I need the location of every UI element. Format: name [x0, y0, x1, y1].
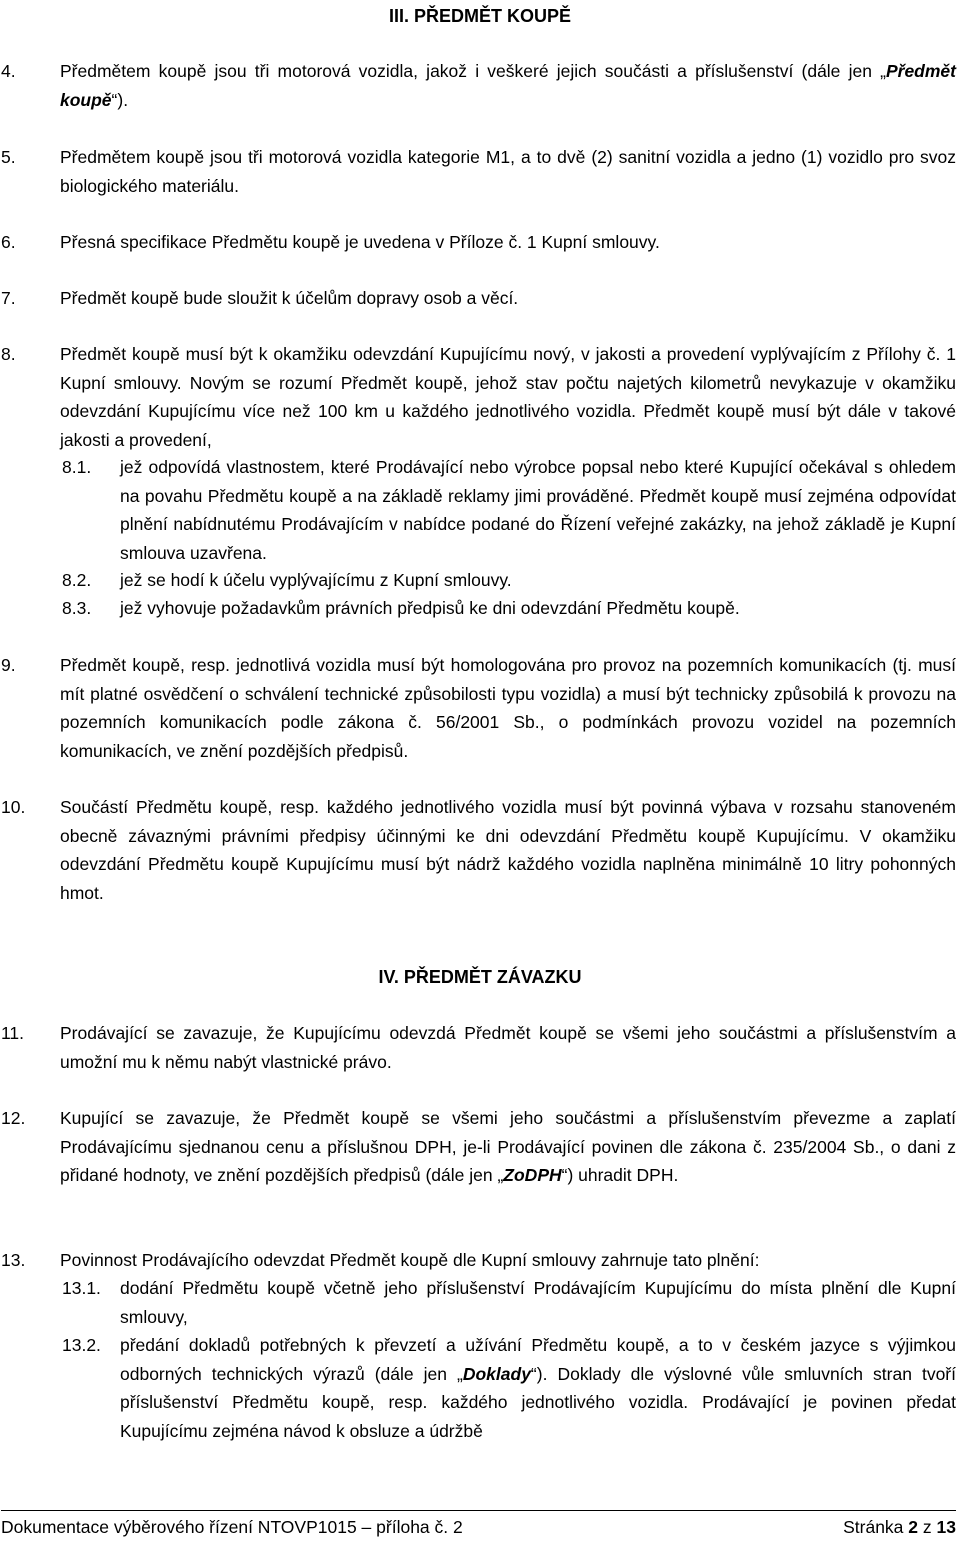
paragraph-number: 13.2.: [62, 1335, 101, 1355]
footer-page-number: Stránka 2 z 13: [843, 1517, 956, 1537]
paragraph-4: [0, 57, 956, 114]
paragraph-text: Předmět koupě, resp. jednotlivá vozidla musí být homologována pro provoz na pozemních komunikacích (tj. musí mít platné osvědčení o schválení technické způsobilosti typu vozidla) a musí být technicky způsobilá k provozu na pozemních komunikacích podle zákona č. 56/2001 Sb., o podmínkách provozu vozidel na pozemních komunikacích, ve znění pozdějších předpisů.: [60, 655, 956, 761]
section-heading-iii: III. PŘEDMĚT KOUPĚ: [388, 6, 572, 26]
paragraph-number: 8.3.: [62, 598, 92, 618]
paragraph-number: 6.: [1, 232, 16, 252]
paragraph-text: dodání Předmětu koupě včetně jeho příslušenství Prodávajícím Kupujícímu do místa plnění dle Kupní smlouvy,: [120, 1278, 956, 1327]
paragraph-text: Předmět koupě bude sloužit k účelům dopravy osob a věcí.: [60, 288, 519, 308]
paragraph-text: jež vyhovuje požadavkům právních předpisů ke dni odevzdání Předmětu koupě.: [120, 598, 740, 618]
paragraph-5: [0, 143, 956, 200]
paragraph-number: 9.: [1, 655, 16, 675]
paragraph-number: 13.1.: [62, 1278, 101, 1298]
paragraph-11: [0, 1019, 956, 1076]
paragraph-text: jež odpovídá vlastnostem, které Prodávající nebo výrobce popsal nebo které Kupující očekával s ohledem na povahu Předmětu koupě a na základě reklamy jimi prováděné. Předmět koupě musí zejména odpovídat plnění nabídnutému Prodávajícím v nabídce podané do Řízení veřejné zakázky, na jehož základě je Kupní smlouva uzavřena.: [120, 457, 956, 563]
paragraph-8-1: [0, 453, 956, 567]
paragraph-12: [0, 1104, 956, 1190]
paragraph-text: Předmětem koupě jsou tři motorová vozidla, jakož i veškeré jejich součásti a příslušenství (dále jen „Předmět koupě“).: [60, 61, 956, 110]
paragraph-number: 11.: [1, 1023, 25, 1043]
paragraph-number: 13.: [1, 1250, 26, 1270]
paragraph-text: Předmětem koupě jsou tři motorová vozidla kategorie M1, a to dvě (2) sanitní vozidla a jedno (1) vozidlo pro svoz biologického materiálu.: [60, 147, 956, 196]
section-heading-iv: IV. PŘEDMĚT ZÁVAZKU: [378, 967, 582, 987]
paragraph-text: Součástí Předmětu koupě, resp. každého jednotlivého vozidla musí být povinná výbava v rozsahu stanoveném obecně závaznými právními předpisy účinnými ke dni odevzdání Předmětu koupě Kupujícímu. V okamžiku odevzdání Předmětu koupě Kupujícímu musí být nádrž každého vozidla naplněna minimálně 10 litry pohonných hmot.: [60, 797, 956, 903]
paragraph-8-2: [0, 566, 956, 595]
paragraph-8: [0, 340, 956, 454]
paragraph-number: 8.: [1, 344, 16, 364]
paragraph-9: [0, 651, 956, 765]
paragraph-text: Přesná specifikace Předmětu koupě je uvedena v Příloze č. 1 Kupní smlouvy.: [60, 232, 660, 252]
paragraph-number: 4.: [1, 61, 16, 81]
page-footer: [1, 1510, 956, 1539]
paragraph-number: 8.2.: [62, 570, 92, 590]
paragraph-6: [0, 228, 956, 257]
paragraph-13: [0, 1246, 956, 1275]
paragraph-text: Povinnost Prodávajícího odevzdat Předmět koupě dle Kupní smlouvy zahrnuje tato plnění:: [60, 1250, 760, 1270]
paragraph-text: Kupující se zavazuje, že Předmět koupě se všemi jeho součástmi a příslušenstvím převezme a zaplatí Prodávajícímu sjednanou cenu a příslušnou DPH, je-li Prodávající povinen dle zákona č. 235/2004 Sb., o dani z přidané hodnoty, ve znění pozdějších předpisů (dále jen „ZoDPH“) uhradit DPH.: [60, 1108, 956, 1185]
defined-term: Předmět koupě: [60, 61, 956, 110]
paragraph-text: Předmět koupě musí být k okamžiku odevzdání Kupujícímu nový, v jakosti a provedení vyplývajícím z Přílohy č. 1 Kupní smlouvy. Novým se rozumí Předmět koupě, jehož stav počtu najetých kilometrů nevykazuje v okamžiku odevzdání Kupujícímu více než 100 km u každého jednotlivého vozidla. Předmět koupě musí být dále v takové jakosti a provedení,: [60, 344, 956, 450]
paragraph-text: Prodávající se zavazuje, že Kupujícímu odevzdá Předmět koupě se všemi jeho součástmi a příslušenstvím a umožní mu k němu nabýt vlastnické právo.: [60, 1023, 956, 1072]
defined-term: ZoDPH: [503, 1165, 562, 1185]
footer-document-title: Dokumentace výběrového řízení NTOVP1015 – příloha č. 2: [1, 1517, 463, 1537]
paragraph-13-1: [0, 1274, 956, 1331]
paragraph-number: 8.1.: [62, 457, 92, 477]
paragraph-7: [0, 284, 956, 313]
paragraph-number: 5.: [1, 147, 16, 167]
defined-term: Doklady: [462, 1363, 531, 1384]
paragraph-8-3: [0, 594, 956, 623]
paragraph-text: předání dokladů potřebných k převzetí a užívání Předmětu koupě, a to v českém jazyce s výjimkou odborných technických výrazů (dále jen „Doklady“). Doklady dle výslovné vůle smluvních stran tvoří příslušenství Předmětu koupě, resp. každého jednotlivého vozidla. Prodávající je povinen předat Kupujícímu zejména návod k obsluze a údržbě: [120, 1335, 956, 1441]
paragraph-number: 7.: [1, 288, 16, 308]
paragraph-text: jež se hodí k účelu vyplývajícímu z Kupní smlouvy.: [120, 570, 512, 590]
paragraph-13-2: [0, 1331, 956, 1445]
paragraph-number: 12.: [1, 1108, 26, 1128]
paragraph-number: 10.: [1, 797, 26, 817]
paragraph-10: [0, 793, 956, 907]
